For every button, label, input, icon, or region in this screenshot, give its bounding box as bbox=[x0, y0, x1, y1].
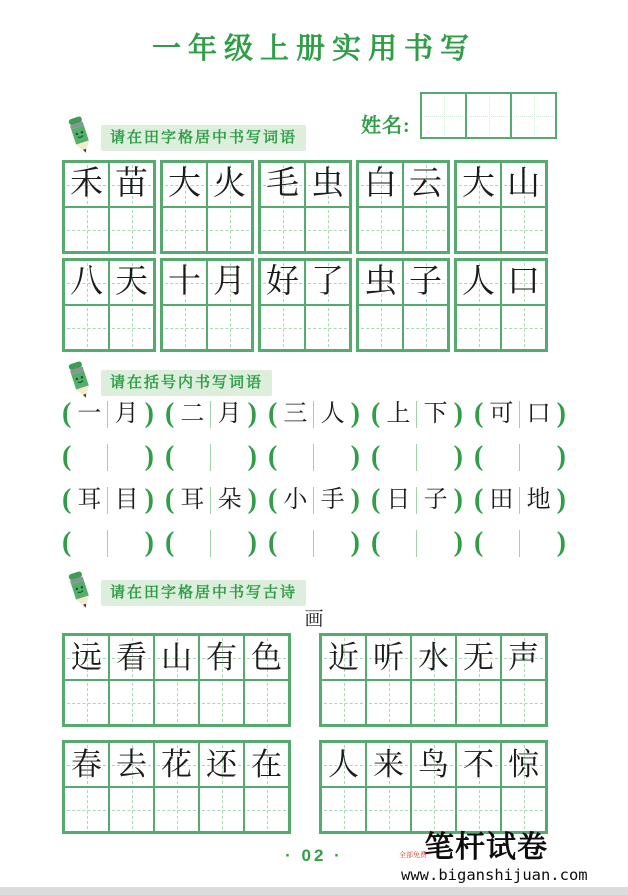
tianzige-cell bbox=[421, 93, 466, 138]
model-character: 无 bbox=[463, 640, 494, 675]
paren-close: ) bbox=[247, 441, 257, 472]
bracket-divider bbox=[210, 444, 211, 471]
tianzige-cell bbox=[109, 305, 154, 350]
model-character: 花 bbox=[161, 747, 192, 782]
bracket-char: 二 bbox=[180, 401, 205, 427]
tianzige-cell bbox=[358, 162, 403, 207]
paren-open: ( bbox=[165, 441, 175, 472]
bracket-divider bbox=[107, 401, 108, 428]
tianzige-cell bbox=[321, 680, 366, 725]
model-character: 人 bbox=[328, 747, 359, 782]
bracket-char: 一 bbox=[77, 401, 102, 427]
tianzige-cell bbox=[321, 787, 366, 832]
tianzige-cell bbox=[411, 635, 456, 680]
tianzige-cell bbox=[456, 680, 501, 725]
bracket-char: 月 bbox=[114, 401, 139, 427]
bracket-char: 可 bbox=[489, 401, 514, 427]
tianzige-cell bbox=[207, 207, 252, 252]
tianzige-cell bbox=[411, 680, 456, 725]
tianzige-cell bbox=[154, 742, 199, 787]
page-title: 一年级上册实用书写 bbox=[151, 33, 476, 65]
tianzige-cell bbox=[64, 162, 109, 207]
instruction-poem: 请在田字格居中书写古诗 bbox=[101, 580, 306, 606]
paren-close: ) bbox=[556, 484, 566, 515]
tianzige-cell bbox=[411, 787, 456, 832]
tianzige-cell bbox=[466, 93, 511, 138]
paren-open: ( bbox=[268, 484, 278, 515]
bracket-char: 子 bbox=[423, 487, 448, 513]
tianzige-cell bbox=[501, 635, 546, 680]
model-character: 天 bbox=[115, 264, 148, 300]
bracket-row bbox=[62, 441, 566, 473]
tianzige-cell bbox=[162, 162, 207, 207]
tianzige-cell bbox=[456, 787, 501, 832]
model-character: 苗 bbox=[115, 166, 148, 202]
page-number: · 02 · bbox=[285, 846, 343, 865]
paren-close: ) bbox=[453, 441, 463, 472]
writing-grid-block bbox=[356, 258, 450, 352]
paren-open: ( bbox=[62, 484, 72, 515]
tianzige-cell bbox=[109, 635, 154, 680]
paren-close: ) bbox=[350, 527, 360, 558]
tianzige-cell bbox=[109, 207, 154, 252]
bracket-item bbox=[474, 398, 566, 430]
bracket-char: 朵 bbox=[217, 487, 242, 513]
writing-grid-block bbox=[62, 258, 156, 352]
model-character: 春 bbox=[71, 747, 102, 782]
bracket-item bbox=[62, 484, 154, 516]
bracket-item bbox=[268, 484, 360, 516]
bracket-char: 三 bbox=[283, 401, 308, 427]
tianzige-cell bbox=[199, 787, 244, 832]
writing-grid-block bbox=[160, 258, 254, 352]
paren-open: ( bbox=[371, 398, 381, 429]
bracket-divider bbox=[416, 530, 417, 557]
tianzige-cell bbox=[162, 207, 207, 252]
tianzige-cell bbox=[305, 207, 350, 252]
bracket-row bbox=[62, 398, 566, 430]
bracket-item bbox=[268, 441, 360, 473]
model-character: 了 bbox=[311, 264, 344, 300]
bracket-divider bbox=[519, 444, 520, 471]
bracket-item bbox=[474, 441, 566, 473]
tianzige-cell bbox=[456, 207, 501, 252]
tianzige-cell bbox=[366, 635, 411, 680]
writing-grid-block bbox=[62, 740, 291, 834]
tianzige-cell bbox=[154, 635, 199, 680]
poem-title: 画 bbox=[304, 609, 324, 630]
tianzige-cell bbox=[154, 787, 199, 832]
model-character: 有 bbox=[206, 640, 237, 675]
model-character: 虫 bbox=[311, 166, 344, 202]
model-character: 月 bbox=[213, 264, 246, 300]
paren-close: ) bbox=[144, 441, 154, 472]
paren-close: ) bbox=[556, 441, 566, 472]
tianzige-cell bbox=[411, 742, 456, 787]
tianzige-cell bbox=[162, 260, 207, 305]
bracket-divider bbox=[519, 530, 520, 557]
paren-open: ( bbox=[268, 441, 278, 472]
model-character: 子 bbox=[409, 264, 442, 300]
model-character: 人 bbox=[462, 264, 495, 300]
instruction-brackets: 请在括号内书写词语 bbox=[101, 370, 272, 396]
tianzige-cell bbox=[305, 260, 350, 305]
tianzige-cell bbox=[244, 742, 289, 787]
tianzige-cell bbox=[501, 260, 546, 305]
paren-open: ( bbox=[371, 441, 381, 472]
paren-close: ) bbox=[144, 527, 154, 558]
tianzige-cell bbox=[207, 305, 252, 350]
bracket-divider bbox=[519, 487, 520, 514]
model-character: 大 bbox=[168, 166, 201, 202]
pencil-icon bbox=[64, 115, 96, 155]
bracket-item bbox=[371, 441, 463, 473]
model-character: 虫 bbox=[364, 264, 397, 300]
brand-tag: 全部免费 bbox=[399, 852, 427, 859]
paren-open: ( bbox=[62, 441, 72, 472]
paren-close: ) bbox=[144, 398, 154, 429]
writing-grid-block bbox=[258, 258, 352, 352]
paren-open: ( bbox=[165, 398, 175, 429]
model-character: 在 bbox=[251, 747, 282, 782]
bracket-divider bbox=[210, 401, 211, 428]
tianzige-cell bbox=[501, 787, 546, 832]
tianzige-cell bbox=[260, 207, 305, 252]
tianzige-cell bbox=[358, 207, 403, 252]
model-character: 毛 bbox=[266, 166, 299, 202]
paren-open: ( bbox=[371, 527, 381, 558]
bracket-char: 小 bbox=[283, 487, 308, 513]
bracket-item bbox=[165, 484, 257, 516]
paren-open: ( bbox=[371, 484, 381, 515]
tianzige-cell bbox=[321, 635, 366, 680]
bracket-item bbox=[62, 398, 154, 430]
paren-close: ) bbox=[453, 398, 463, 429]
tianzige-cell bbox=[403, 207, 448, 252]
tianzige-cell bbox=[199, 742, 244, 787]
bracket-item bbox=[371, 527, 463, 559]
paren-close: ) bbox=[350, 441, 360, 472]
paren-open: ( bbox=[268, 398, 278, 429]
bracket-item bbox=[165, 527, 257, 559]
bracket-divider bbox=[416, 401, 417, 428]
tianzige-cell bbox=[501, 305, 546, 350]
tianzige-cell bbox=[366, 787, 411, 832]
bracket-char: 上 bbox=[386, 401, 411, 427]
paren-close: ) bbox=[453, 527, 463, 558]
model-character: 火 bbox=[213, 166, 246, 202]
tianzige-cell bbox=[199, 680, 244, 725]
model-character: 远 bbox=[71, 640, 102, 675]
tianzige-cell bbox=[305, 305, 350, 350]
writing-grid-block bbox=[319, 740, 548, 834]
tianzige-cell bbox=[207, 162, 252, 207]
bracket-char: 耳 bbox=[77, 487, 102, 513]
model-character: 鸟 bbox=[418, 747, 449, 782]
model-character: 好 bbox=[266, 264, 299, 300]
model-character: 听 bbox=[373, 640, 404, 675]
instruction-words: 请在田字格居中书写词语 bbox=[101, 125, 306, 151]
model-character: 还 bbox=[206, 747, 237, 782]
writing-grid-block bbox=[258, 160, 352, 254]
writing-grid-block bbox=[160, 160, 254, 254]
paren-open: ( bbox=[165, 527, 175, 558]
tianzige-cell bbox=[109, 742, 154, 787]
tianzige-cell bbox=[199, 635, 244, 680]
bracket-row bbox=[62, 527, 566, 559]
tianzige-cell bbox=[162, 305, 207, 350]
tianzige-cell bbox=[260, 260, 305, 305]
bracket-item bbox=[474, 484, 566, 516]
model-character: 去 bbox=[116, 747, 147, 782]
tianzige-cell bbox=[366, 742, 411, 787]
model-character: 不 bbox=[463, 747, 494, 782]
tianzige-cell bbox=[456, 635, 501, 680]
brand-website: www.biganshijuan.com bbox=[401, 866, 588, 884]
poem-grid-row bbox=[62, 633, 548, 727]
word-grid-row bbox=[62, 258, 548, 352]
paren-close: ) bbox=[556, 527, 566, 558]
paren-close: ) bbox=[247, 398, 257, 429]
bracket-divider bbox=[313, 401, 314, 428]
bracket-divider bbox=[210, 487, 211, 514]
tianzige-cell bbox=[109, 260, 154, 305]
tianzige-cell bbox=[244, 787, 289, 832]
tianzige-cell bbox=[501, 162, 546, 207]
model-character: 色 bbox=[251, 640, 282, 675]
bracket-char: 下 bbox=[423, 401, 448, 427]
tianzige-cell bbox=[64, 305, 109, 350]
name-label: 姓名: bbox=[361, 115, 411, 137]
writing-grid-block bbox=[62, 633, 291, 727]
tianzige-cell bbox=[511, 93, 556, 138]
tianzige-cell bbox=[501, 742, 546, 787]
tianzige-cell bbox=[456, 742, 501, 787]
bracket-divider bbox=[210, 530, 211, 557]
tianzige-cell bbox=[403, 260, 448, 305]
paren-open: ( bbox=[165, 484, 175, 515]
model-character: 八 bbox=[70, 264, 103, 300]
paren-open: ( bbox=[268, 527, 278, 558]
bracket-item bbox=[474, 527, 566, 559]
bracket-divider bbox=[107, 487, 108, 514]
model-character: 禾 bbox=[70, 166, 103, 202]
tianzige-cell bbox=[244, 680, 289, 725]
bracket-divider bbox=[313, 444, 314, 471]
paren-open: ( bbox=[62, 527, 72, 558]
model-character: 水 bbox=[418, 640, 449, 675]
writing-grid-block bbox=[356, 160, 450, 254]
paren-open: ( bbox=[474, 527, 484, 558]
bracket-item bbox=[371, 484, 463, 516]
bracket-char: 日 bbox=[386, 487, 411, 513]
tianzige-cell bbox=[64, 742, 109, 787]
writing-grid-block bbox=[62, 160, 156, 254]
bracket-divider bbox=[416, 487, 417, 514]
bracket-divider bbox=[416, 444, 417, 471]
paren-close: ) bbox=[350, 484, 360, 515]
tianzige-cell bbox=[64, 207, 109, 252]
model-character: 声 bbox=[508, 640, 539, 675]
model-character: 山 bbox=[507, 166, 540, 202]
tianzige-cell bbox=[109, 787, 154, 832]
tianzige-cell bbox=[109, 680, 154, 725]
tianzige-cell bbox=[154, 680, 199, 725]
model-character: 云 bbox=[409, 166, 442, 202]
pencil-icon bbox=[64, 360, 96, 400]
bracket-char: 目 bbox=[114, 487, 139, 513]
tianzige-cell bbox=[64, 260, 109, 305]
bracket-item bbox=[62, 527, 154, 559]
bracket-item bbox=[268, 527, 360, 559]
paren-open: ( bbox=[474, 441, 484, 472]
model-character: 口 bbox=[507, 264, 540, 300]
tianzige-cell bbox=[456, 305, 501, 350]
tianzige-cell bbox=[501, 680, 546, 725]
bracket-item bbox=[165, 398, 257, 430]
paren-close: ) bbox=[453, 484, 463, 515]
bracket-divider bbox=[107, 530, 108, 557]
bracket-char: 口 bbox=[526, 401, 551, 427]
model-character: 白 bbox=[364, 166, 397, 202]
bracket-char: 地 bbox=[526, 487, 551, 513]
tianzige-cell bbox=[403, 162, 448, 207]
model-character: 近 bbox=[328, 640, 359, 675]
bracket-char: 手 bbox=[320, 487, 345, 513]
tianzige-cell bbox=[321, 742, 366, 787]
bracket-divider bbox=[313, 487, 314, 514]
brand-logo: 笔杆试卷 bbox=[424, 831, 548, 864]
model-character: 十 bbox=[168, 264, 201, 300]
tianzige-cell bbox=[305, 162, 350, 207]
bracket-char: 月 bbox=[217, 401, 242, 427]
tianzige-cell bbox=[64, 787, 109, 832]
tianzige-cell bbox=[456, 260, 501, 305]
page-bottom-edge bbox=[0, 887, 628, 895]
paren-close: ) bbox=[247, 484, 257, 515]
paren-close: ) bbox=[350, 398, 360, 429]
paren-close: ) bbox=[247, 527, 257, 558]
bracket-char: 耳 bbox=[180, 487, 205, 513]
bracket-char: 田 bbox=[489, 487, 514, 513]
tianzige-cell bbox=[501, 207, 546, 252]
name-writing-grid bbox=[420, 92, 557, 139]
writing-grid-block bbox=[319, 633, 548, 727]
bracket-row bbox=[62, 484, 566, 516]
tianzige-cell bbox=[109, 162, 154, 207]
bracket-char: 人 bbox=[320, 401, 345, 427]
tianzige-cell bbox=[358, 305, 403, 350]
tianzige-cell bbox=[366, 680, 411, 725]
tianzige-cell bbox=[403, 305, 448, 350]
bracket-divider bbox=[313, 530, 314, 557]
paren-open: ( bbox=[62, 398, 72, 429]
bracket-item bbox=[165, 441, 257, 473]
paren-close: ) bbox=[556, 398, 566, 429]
bracket-item bbox=[62, 441, 154, 473]
bracket-item bbox=[371, 398, 463, 430]
tianzige-cell bbox=[244, 635, 289, 680]
paren-close: ) bbox=[144, 484, 154, 515]
paren-open: ( bbox=[474, 398, 484, 429]
model-character: 惊 bbox=[508, 747, 539, 782]
bracket-item bbox=[268, 398, 360, 430]
writing-grid-block bbox=[454, 258, 548, 352]
tianzige-cell bbox=[260, 305, 305, 350]
tianzige-cell bbox=[64, 680, 109, 725]
tianzige-cell bbox=[207, 260, 252, 305]
tianzige-cell bbox=[260, 162, 305, 207]
bracket-divider bbox=[519, 401, 520, 428]
word-grid-row bbox=[62, 160, 548, 254]
model-character: 大 bbox=[462, 166, 495, 202]
tianzige-cell bbox=[358, 260, 403, 305]
poem-grid-row bbox=[62, 740, 548, 834]
model-character: 来 bbox=[373, 747, 404, 782]
writing-grid-block bbox=[454, 160, 548, 254]
bracket-divider bbox=[107, 444, 108, 471]
model-character: 山 bbox=[161, 640, 192, 675]
model-character: 看 bbox=[116, 640, 147, 675]
paren-open: ( bbox=[474, 484, 484, 515]
tianzige-cell bbox=[456, 162, 501, 207]
tianzige-cell bbox=[64, 635, 109, 680]
